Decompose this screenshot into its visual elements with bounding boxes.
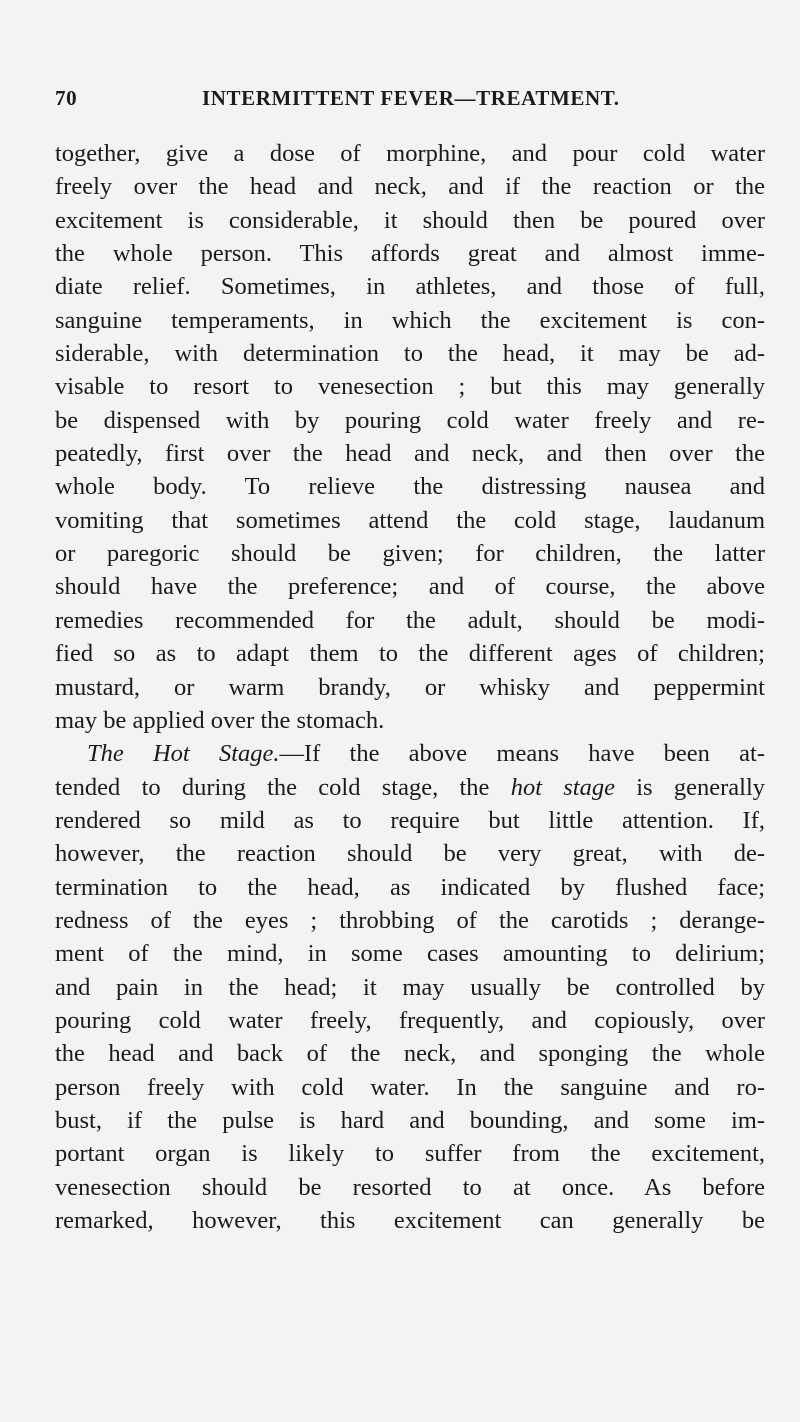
text-line: together, give a dose of morphine, and pour cold water: [55, 140, 765, 167]
text-line: the whole person. This affords great and almost imme-: [55, 240, 765, 268]
text-line: be dispensed with by pouring cold water freely and re-: [55, 406, 765, 434]
text-line: venesection should be resorted to at once. As before: [55, 1173, 765, 1201]
text-line: portant organ is likely to suffer from the excitement,: [55, 1140, 765, 1168]
text-line: [55, 771, 765, 804]
text-run: —If the above means have been at-: [279, 740, 765, 768]
text-line: pouring cold water freely, frequently, and copiously, over: [55, 1006, 765, 1034]
text-line: visable to resort to venesection ; but this may generally: [55, 373, 765, 401]
paragraph-hot-stage: [55, 737, 765, 1237]
text-line: sanguine temperaments, in which the excitement is con-: [55, 306, 765, 334]
text-line: [55, 737, 765, 770]
running-head: [55, 86, 765, 116]
text-line: remedies recommended for the adult, should be modi-: [55, 606, 765, 634]
text-line: should have the preference; and of course, the above: [55, 573, 765, 601]
page-number: 70: [55, 86, 78, 110]
section-run-in-heading: The Hot Stage.: [87, 740, 280, 768]
italic-term: hot stage: [510, 773, 615, 801]
text-line: excitement is considerable, it should then be poured over: [55, 206, 765, 234]
chapter-title: INTERMITTENT FEVER—TREATMENT.: [202, 86, 620, 110]
text-line: or paregoric should be given; for children, the latter: [55, 540, 765, 568]
text-line: mustard, or warm brandy, or whisky and peppermint: [55, 673, 765, 701]
text-line: remarked, however, this excitement can generally be: [55, 1207, 765, 1234]
text-line: freely over the head and neck, and if the reaction or the: [55, 173, 765, 201]
text-line: siderable, with determination to the head, it may be ad-: [55, 340, 765, 368]
text-line: the head and back of the neck, and sponging the whole: [55, 1040, 765, 1068]
text-run: is generally: [614, 773, 765, 801]
text-line: and pain in the head; it may usually be controlled by: [55, 973, 765, 1001]
body-text: [55, 137, 765, 1237]
text-line: bust, if the pulse is hard and bounding, and some im-: [55, 1106, 765, 1134]
text-run: tended to during the cold stage, the: [55, 773, 511, 801]
text-line: diate relief. Sometimes, in athletes, and those of full,: [55, 273, 765, 301]
text-line: however, the reaction should be very great, with de-: [55, 840, 765, 868]
paragraph-cold-stage-treatment: [55, 137, 765, 737]
text-line: termination to the head, as indicated by flushed face;: [55, 873, 765, 901]
text-line: fied so as to adapt them to the different ages of children;: [55, 640, 765, 668]
text-line: whole body. To relieve the distressing nausea and: [55, 473, 765, 501]
text-line: ment of the mind, in some cases amounting to delirium;: [55, 940, 765, 968]
text-line: rendered so mild as to require but little attention. If,: [55, 806, 765, 834]
text-line: peatedly, first over the head and neck, and then over the: [55, 440, 765, 468]
text-line: redness of the eyes ; throbbing of the carotids ; derange-: [55, 906, 765, 934]
text-line: person freely with cold water. In the sanguine and ro-: [55, 1073, 765, 1101]
text-line: may be applied over the stomach.: [55, 706, 385, 734]
text-line: vomiting that sometimes attend the cold stage, laudanum: [55, 506, 765, 534]
